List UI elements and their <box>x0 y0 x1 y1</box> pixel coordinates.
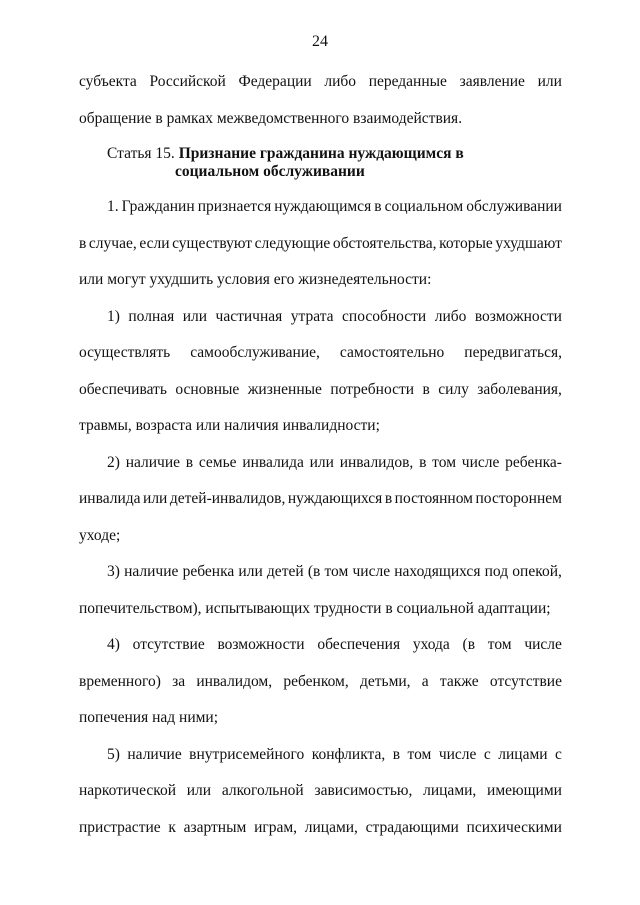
word: инвалидом, <box>196 672 273 690</box>
word: либо <box>434 307 467 325</box>
word: постоянном <box>394 490 473 507</box>
word: в <box>185 453 194 471</box>
word: отсутствие <box>132 636 205 653</box>
word: в <box>374 198 382 215</box>
word: или <box>537 73 562 90</box>
word: обслуживании <box>466 198 562 215</box>
word: играм, <box>254 818 298 836</box>
word: детьми, <box>359 672 411 690</box>
word: (в <box>462 636 476 653</box>
word: имеющими <box>487 782 562 799</box>
word: возможности <box>474 307 562 325</box>
word: заболевания, <box>477 380 562 398</box>
text-line: или могут ухудшить условия его жизнедеятельности: <box>79 271 432 288</box>
word: конфликта, <box>311 745 386 763</box>
word: детей <box>266 563 304 580</box>
article-title: Признание гражданина нуждающимся в <box>178 145 464 162</box>
word: обстоятельства, <box>332 234 437 252</box>
word: наркотической <box>79 782 177 799</box>
word: нуждающихся <box>287 490 383 507</box>
word: наличие <box>127 745 182 763</box>
text-line: уходе; <box>79 526 121 544</box>
word: случае, <box>88 234 137 252</box>
word: основные <box>175 380 240 398</box>
word: утрата <box>290 307 334 325</box>
word: способности <box>342 307 427 325</box>
word: Российской <box>149 73 226 90</box>
word: обеспечения <box>317 636 401 653</box>
word: отсутствие <box>489 672 562 690</box>
article-heading-line <box>79 145 562 163</box>
word: существуют <box>172 234 253 252</box>
word: за <box>172 672 186 690</box>
word: инвалида <box>242 453 304 471</box>
word: числе <box>438 745 477 763</box>
word: лицами, <box>423 782 477 799</box>
word: признается <box>197 198 272 215</box>
word: страдающими <box>365 818 459 836</box>
word: передвигаться, <box>464 344 562 361</box>
text-line-justified <box>79 664 562 701</box>
word: осуществлять <box>79 344 171 361</box>
word: ухода <box>412 636 450 653</box>
word: которые <box>439 234 493 252</box>
word: ухудшают <box>495 234 562 252</box>
word: или <box>143 490 168 507</box>
article-title-continuation: социальном обслуживании <box>175 163 365 180</box>
text-line-justified <box>79 627 562 664</box>
text-line-justified <box>79 554 562 591</box>
word: следующие <box>254 234 331 252</box>
text-line-justified <box>79 810 562 847</box>
word: или <box>182 307 208 325</box>
word: Федерации <box>238 73 312 90</box>
word: (в <box>307 563 321 580</box>
word: семье <box>198 453 237 471</box>
word: к <box>168 818 176 836</box>
word: частичная <box>215 307 283 325</box>
word: также <box>439 672 479 690</box>
word: ребенком, <box>283 672 349 690</box>
text-line-justified <box>79 64 562 101</box>
word: 1. <box>107 198 119 215</box>
word: 4) <box>107 636 120 653</box>
word: азартным <box>183 818 247 836</box>
text-line: попечительством), испытывающих трудности в социальной адаптации; <box>79 599 551 617</box>
word: детей-инвалидов, <box>169 490 286 507</box>
word: в <box>79 234 87 252</box>
text-line: обращение в рамках межведомственного взаимодействия. <box>79 109 463 127</box>
text-line-justified <box>79 226 562 263</box>
word: опекой, <box>512 563 562 580</box>
word: полная <box>128 307 175 325</box>
word: том <box>407 745 432 763</box>
word: или <box>186 782 212 799</box>
text-line-justified <box>79 372 562 409</box>
word: числе <box>352 563 391 580</box>
word: числе <box>524 636 562 653</box>
word: возможности <box>217 636 305 653</box>
word: внутрисемейного <box>189 745 305 763</box>
word: наличие <box>124 563 179 580</box>
word: наличие <box>125 453 180 471</box>
word: постороннем <box>475 490 562 507</box>
word: зависимостью, <box>314 782 413 799</box>
word: инвалида <box>79 490 141 507</box>
word: заявление <box>459 73 525 90</box>
word: том <box>324 563 349 580</box>
word: лицами, <box>304 818 358 836</box>
word: в <box>419 453 427 471</box>
text-line: травмы, возраста или наличия инвалидности; <box>79 417 380 434</box>
word: обеспечивать <box>79 380 167 398</box>
word: 1) <box>107 307 120 325</box>
word: алкогольной <box>221 782 304 799</box>
word: переданные <box>368 73 447 90</box>
word: Гражданин <box>121 198 195 215</box>
page-number: 24 <box>312 33 328 50</box>
word: числе <box>461 453 500 471</box>
text-line-justified <box>79 773 562 810</box>
word: если <box>139 234 170 252</box>
word: в <box>384 490 393 507</box>
word: нуждающимся <box>274 198 372 215</box>
word: 2) <box>107 453 120 471</box>
text-line-justified <box>79 737 562 774</box>
word: либо <box>324 73 357 90</box>
word: с <box>555 745 562 763</box>
word: субъекта <box>79 73 137 90</box>
word: или <box>238 563 263 580</box>
word: в <box>392 745 401 763</box>
word: том <box>432 453 457 471</box>
word: ребенка- <box>505 453 562 471</box>
word: или <box>309 453 334 471</box>
word: жизненные <box>247 380 322 398</box>
article-heading <box>79 145 562 181</box>
text-line-justified <box>79 481 562 518</box>
word: с <box>483 745 491 763</box>
text-line: попечения над ними; <box>79 709 219 726</box>
word: пристрастие <box>79 818 161 836</box>
word: ребенка <box>182 563 235 580</box>
word: в <box>422 380 430 398</box>
word: силу <box>438 380 469 398</box>
word: самостоятельно <box>339 344 445 361</box>
text-line-justified <box>79 445 562 482</box>
word: 5) <box>107 745 120 763</box>
text-line-justified <box>79 335 562 372</box>
word: потребности <box>330 380 415 398</box>
word: находящихся <box>394 563 481 580</box>
text-line-justified <box>79 189 562 226</box>
word: инвалидов, <box>339 453 414 471</box>
word: временного) <box>79 672 161 690</box>
text-line-justified <box>79 299 562 336</box>
word: 3) <box>107 563 120 580</box>
word: под <box>484 563 509 580</box>
word: том <box>487 636 512 653</box>
article-prefix: Статья 15. <box>107 145 175 162</box>
word: психическими <box>466 818 562 836</box>
word: а <box>421 672 429 690</box>
word: самообслуживание, <box>190 344 320 361</box>
word: социальном <box>384 198 464 215</box>
document-body <box>79 64 562 846</box>
word: лицами <box>498 745 548 763</box>
